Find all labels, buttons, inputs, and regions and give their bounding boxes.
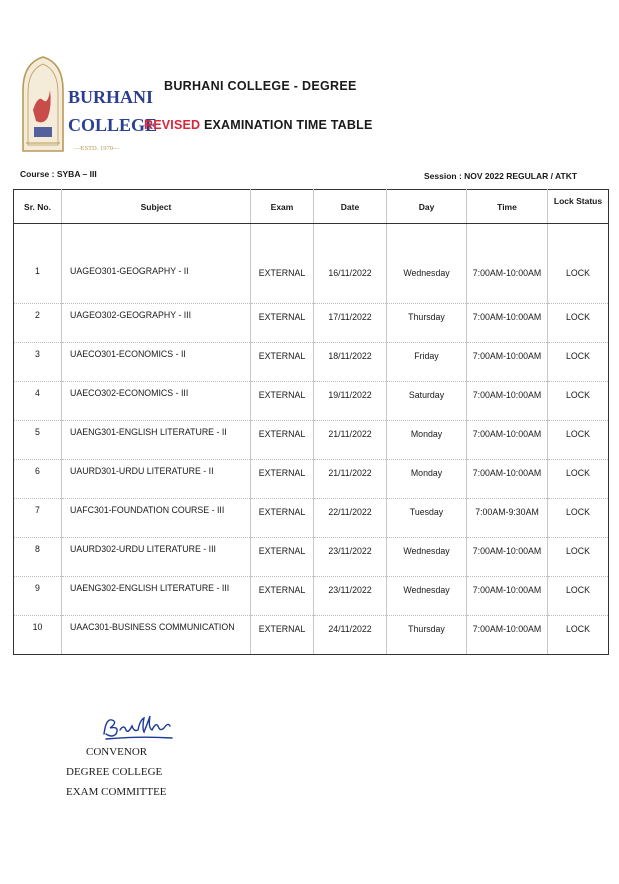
day-cell: Wednesday xyxy=(387,577,467,616)
subject-cell: UAAC301-BUSINESS COMMUNICATION xyxy=(62,616,251,655)
time-cell: 7:00AM-10:00AM xyxy=(467,538,548,577)
exam-cell: EXTERNAL xyxy=(251,421,314,460)
lock-status-cell: LOCK xyxy=(548,304,609,343)
revised-label: REVISED xyxy=(144,118,201,132)
table-row xyxy=(14,343,609,382)
subject-cell: UAECO301-ECONOMICS - II xyxy=(62,343,251,382)
exam-cell: EXTERNAL xyxy=(251,343,314,382)
table-row xyxy=(14,460,609,499)
table-row xyxy=(14,382,609,421)
time-cell: 7:00AM-10:00AM xyxy=(467,616,548,655)
lock-status-cell: LOCK xyxy=(548,499,609,538)
signature-icon xyxy=(98,712,198,742)
date-cell: 23/11/2022 xyxy=(314,577,387,616)
time-cell: 7:00AM-10:00AM xyxy=(467,304,548,343)
date-cell: 21/11/2022 xyxy=(314,421,387,460)
sr-no-cell: 5 xyxy=(14,421,62,460)
exam-committee-label: EXAM COMMITTEE xyxy=(66,786,167,798)
exam-cell: EXTERNAL xyxy=(251,538,314,577)
date-cell: 21/11/2022 xyxy=(314,460,387,499)
header-day: Day xyxy=(387,190,467,224)
logo-line1: BURHANI xyxy=(68,87,154,107)
lock-status-cell: LOCK xyxy=(548,343,609,382)
exam-cell: EXTERNAL xyxy=(251,460,314,499)
time-cell: 7:00AM-10:00AM xyxy=(467,343,548,382)
day-cell: Tuesday xyxy=(387,499,467,538)
lock-status-cell: LOCK xyxy=(548,460,609,499)
time-cell: 7:00AM-10:00AM xyxy=(467,224,548,304)
exam-cell: EXTERNAL xyxy=(251,382,314,421)
lock-status-cell: LOCK xyxy=(548,616,609,655)
subject-cell: UAURD301-URDU LITERATURE - II xyxy=(62,460,251,499)
subject-cell: UAENG301-ENGLISH LITERATURE - II xyxy=(62,421,251,460)
header-time: Time xyxy=(467,190,548,224)
exam-cell: EXTERNAL xyxy=(251,499,314,538)
sr-no-cell: 3 xyxy=(14,343,62,382)
exam-cell: EXTERNAL xyxy=(251,224,314,304)
exam-cell: EXTERNAL xyxy=(251,577,314,616)
convenor-label: CONVENOR xyxy=(86,746,148,758)
table-header-row xyxy=(14,190,609,224)
date-cell: 23/11/2022 xyxy=(314,538,387,577)
sr-no-cell: 2 xyxy=(14,304,62,343)
logo-line2: COLLEGE xyxy=(68,115,158,135)
table-row xyxy=(14,499,609,538)
header-lock-status: Lock Status xyxy=(548,190,609,224)
table-row xyxy=(14,577,609,616)
sr-no-cell: 8 xyxy=(14,538,62,577)
logo-estd: —ESTD. 1970— xyxy=(74,145,120,152)
course-label: Course : SYBA – III xyxy=(20,169,97,179)
lock-status-cell: LOCK xyxy=(548,577,609,616)
subject-cell: UAENG302-ENGLISH LITERATURE - III xyxy=(62,577,251,616)
lock-status-cell: LOCK xyxy=(548,224,609,304)
lock-status-cell: LOCK xyxy=(548,382,609,421)
session-label: Session : NOV 2022 REGULAR / ATKT xyxy=(424,171,578,181)
lock-status-cell: LOCK xyxy=(548,538,609,577)
table-row xyxy=(14,616,609,655)
subtitle-text: EXAMINATION TIME TABLE xyxy=(203,118,373,132)
sr-no-cell: 1 xyxy=(14,224,62,304)
day-cell: Thursday xyxy=(387,304,467,343)
day-cell: Monday xyxy=(387,460,467,499)
time-cell: 7:00AM-9:30AM xyxy=(467,499,548,538)
subject-cell: UAECO302-ECONOMICS - III xyxy=(62,382,251,421)
sr-no-cell: 4 xyxy=(14,382,62,421)
table-row xyxy=(14,421,609,460)
header-sr-no: Sr. No. xyxy=(14,190,62,224)
sr-no-cell: 9 xyxy=(14,577,62,616)
degree-college-label: DEGREE COLLEGE xyxy=(66,766,163,778)
header-exam: Exam xyxy=(251,190,314,224)
day-cell: Wednesday xyxy=(387,538,467,577)
header-subject: Subject xyxy=(62,190,251,224)
document-subtitle xyxy=(144,118,372,132)
table-row xyxy=(14,538,609,577)
table-row xyxy=(14,304,609,343)
time-cell: 7:00AM-10:00AM xyxy=(467,421,548,460)
time-cell: 7:00AM-10:00AM xyxy=(467,577,548,616)
subject-cell: UAGEO301-GEOGRAPHY - II xyxy=(62,224,251,304)
sr-no-cell: 10 xyxy=(14,616,62,655)
exam-cell: EXTERNAL xyxy=(251,304,314,343)
day-cell: Friday xyxy=(387,343,467,382)
header-date: Date xyxy=(314,190,387,224)
exam-cell: EXTERNAL xyxy=(251,616,314,655)
time-cell: 7:00AM-10:00AM xyxy=(467,460,548,499)
college-crest-icon xyxy=(18,55,158,157)
date-cell: 19/11/2022 xyxy=(314,382,387,421)
subject-cell: UAURD302-URDU LITERATURE - III xyxy=(62,538,251,577)
time-cell: 7:00AM-10:00AM xyxy=(467,382,548,421)
subject-cell: UAFC301-FOUNDATION COURSE - III xyxy=(62,499,251,538)
sr-no-cell: 7 xyxy=(14,499,62,538)
day-cell: Monday xyxy=(387,421,467,460)
table-row xyxy=(14,224,609,304)
date-cell: 22/11/2022 xyxy=(314,499,387,538)
day-cell: Thursday xyxy=(387,616,467,655)
sr-no-cell: 6 xyxy=(14,460,62,499)
college-title: BURHANI COLLEGE - DEGREE xyxy=(164,79,357,93)
date-cell: 24/11/2022 xyxy=(314,616,387,655)
signature-block xyxy=(60,712,220,802)
date-cell: 17/11/2022 xyxy=(314,304,387,343)
date-cell: 16/11/2022 xyxy=(314,224,387,304)
day-cell: Saturday xyxy=(387,382,467,421)
timetable xyxy=(13,189,609,655)
college-logo xyxy=(18,55,158,157)
lock-status-cell: LOCK xyxy=(548,421,609,460)
subject-cell: UAGEO302-GEOGRAPHY - III xyxy=(62,304,251,343)
day-cell: Wednesday xyxy=(387,224,467,304)
date-cell: 18/11/2022 xyxy=(314,343,387,382)
